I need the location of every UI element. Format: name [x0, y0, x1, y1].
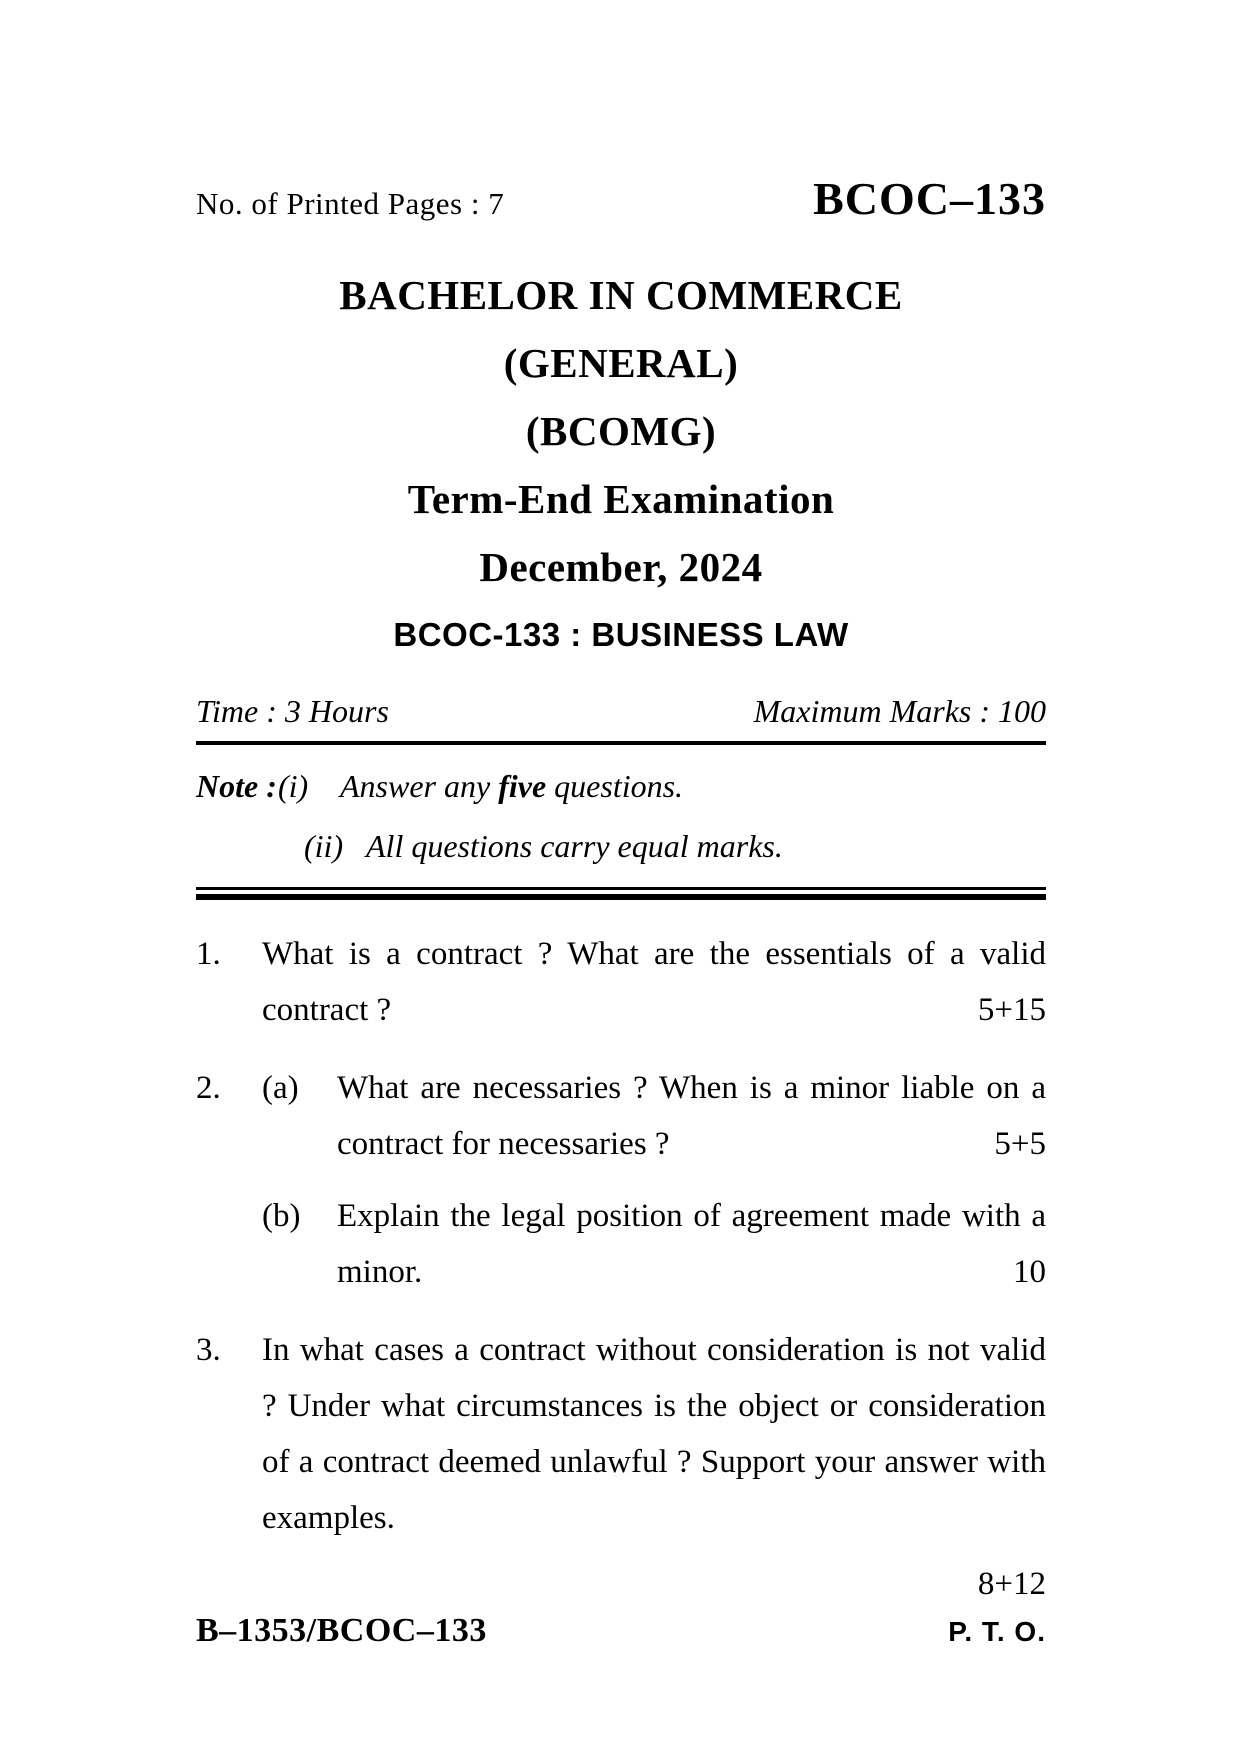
- page-header: [196, 172, 1046, 225]
- note-item-2-number: (ii): [304, 828, 344, 864]
- question-2a-label: (a): [262, 1070, 299, 1106]
- note-item-2-text: All questions carry equal marks.: [366, 828, 783, 864]
- question-2: [196, 1060, 1046, 1300]
- note-label: Note :: [196, 768, 277, 804]
- paper-code: BCOC–133: [813, 173, 1046, 224]
- page-content: [196, 0, 1046, 1612]
- course-title: BCOC-133 : BUSINESS LAW: [393, 616, 849, 653]
- question-2b-marks: 10: [1013, 1254, 1046, 1290]
- question-3: [196, 1322, 1046, 1612]
- printed-pages-label: No. of Printed Pages : 7: [196, 186, 505, 221]
- question-2-number: 2.: [196, 1070, 221, 1106]
- question-3-text-content: In what cases a contract without consideration is not valid ? Under what circumstances is the object or consideration of a contract deemed unlawful ? Support your answer with examples.: [262, 1332, 1046, 1536]
- note-item-1-number: (i): [278, 768, 309, 804]
- question-2b-text-content: Explain the legal position of agreement made with a minor.: [337, 1198, 1046, 1290]
- note-block: [196, 761, 1046, 871]
- pto-label: P. T. O.: [948, 1616, 1046, 1647]
- note-item-1-text-emphasis: five: [498, 768, 547, 804]
- question-2b: [262, 1188, 1046, 1300]
- time-allowed: Time : 3 Hours: [196, 693, 389, 729]
- title-block: [196, 261, 1046, 661]
- booklet-code: B–1353/BCOC–133: [196, 1612, 487, 1649]
- note-item-2: [304, 821, 1046, 871]
- question-2b-text: [337, 1188, 1046, 1300]
- note-item-1-text-pre: Answer any: [340, 768, 499, 804]
- question-1-number: 1.: [196, 936, 221, 972]
- question-2b-body: [337, 1188, 1046, 1300]
- double-rule-thick-line: [196, 894, 1046, 900]
- question-2a-text: [337, 1060, 1046, 1172]
- question-1-marks: 5+15: [977, 992, 1046, 1028]
- question-3-marks: 8+12: [977, 1566, 1046, 1602]
- double-rule-thin-line: [196, 887, 1046, 890]
- question-1: [196, 926, 1046, 1038]
- question-2b-label: (b): [262, 1198, 301, 1234]
- note-item-1-text: [340, 761, 1046, 811]
- maximum-marks: Maximum Marks : 100: [753, 693, 1046, 729]
- double-rule: [196, 887, 1046, 900]
- question-list: [196, 926, 1046, 1612]
- question-2a-marks: 5+5: [994, 1126, 1046, 1162]
- question-3-number: 3.: [196, 1332, 221, 1368]
- exam-session: December, 2024: [479, 544, 763, 590]
- programme-title: BACHELOR IN COMMERCE: [339, 272, 903, 318]
- question-1-text-content: What is a contract ? What are the essentials of a valid contract ?: [262, 936, 1046, 1028]
- question-3-body: [262, 1322, 1046, 1612]
- page-footer: [196, 1612, 1046, 1650]
- exam-meta-row: [196, 689, 1046, 733]
- question-2a: [262, 1060, 1046, 1172]
- programme-stream: (GENERAL): [503, 340, 739, 386]
- programme-code: (BCOMG): [525, 408, 717, 454]
- question-2-body: [262, 1060, 1046, 1300]
- question-2a-body: [337, 1060, 1046, 1172]
- question-2a-text-content: What are necessaries ? When is a minor liable on a contract for necessaries ?: [337, 1070, 1046, 1162]
- note-item-1: [196, 761, 1046, 811]
- exam-type: Term-End Examination: [407, 476, 835, 522]
- question-1-body: [262, 926, 1046, 1038]
- horizontal-rule: [196, 741, 1046, 745]
- question-1-text: [262, 926, 1046, 1038]
- question-3-text: [262, 1322, 1046, 1546]
- note-item-1-text-post: questions.: [546, 768, 684, 804]
